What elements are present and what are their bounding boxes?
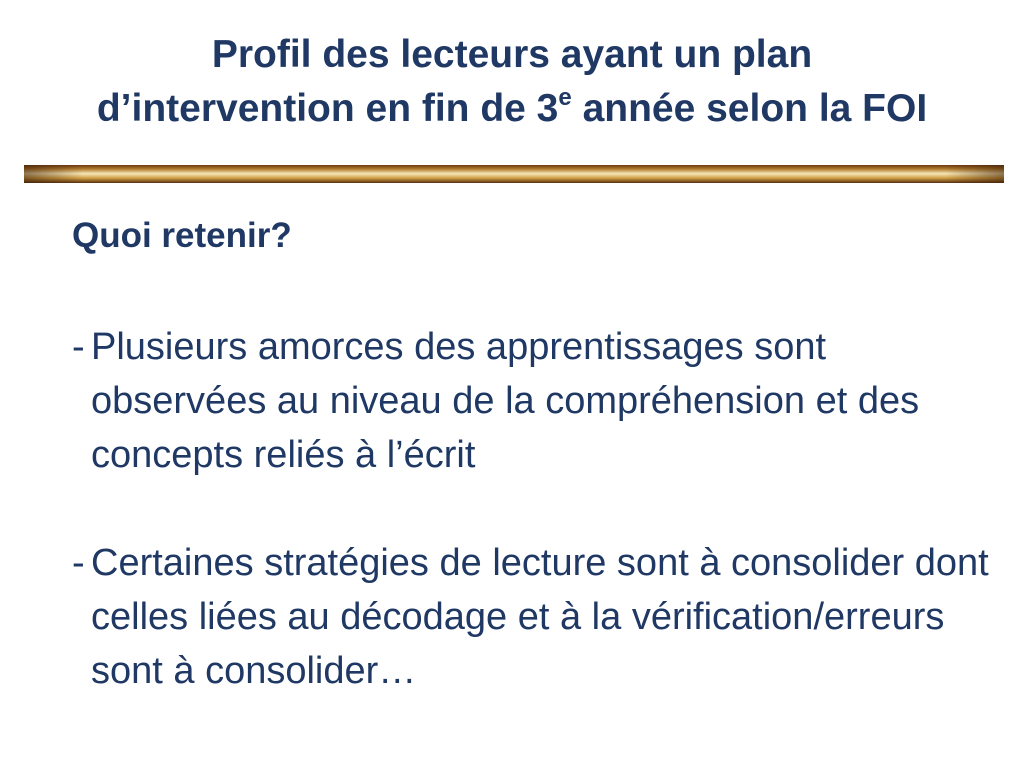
slide-title [0, 28, 1024, 136]
bullet-item-2 [72, 536, 992, 698]
bullet-marker: - [72, 326, 85, 368]
title-line-2 [0, 82, 1024, 136]
bullet-item-1 [72, 320, 992, 482]
title-divider-bar [24, 165, 1004, 183]
bullet-marker: - [72, 542, 85, 584]
title-line-1: Profil des lecteurs ayant un plan [211, 33, 813, 76]
title-line-2-end: année selon la FOI [571, 87, 928, 130]
title-superscript: e [558, 84, 572, 111]
section-heading: Quoi retenir? [72, 216, 292, 255]
bullet-text: Certaines stratégies de lecture sont à consolider dont celles liées au décodage et à la vérification/erreurs sont à consolider… [91, 542, 989, 692]
slide-body [72, 210, 992, 752]
title-line-2-start: d’intervention en fin de 3 [96, 87, 559, 130]
bullet-text: Plusieurs amorces des apprentissages sont observées au niveau de la compréhension et des concepts reliés à l’écrit [91, 326, 920, 476]
